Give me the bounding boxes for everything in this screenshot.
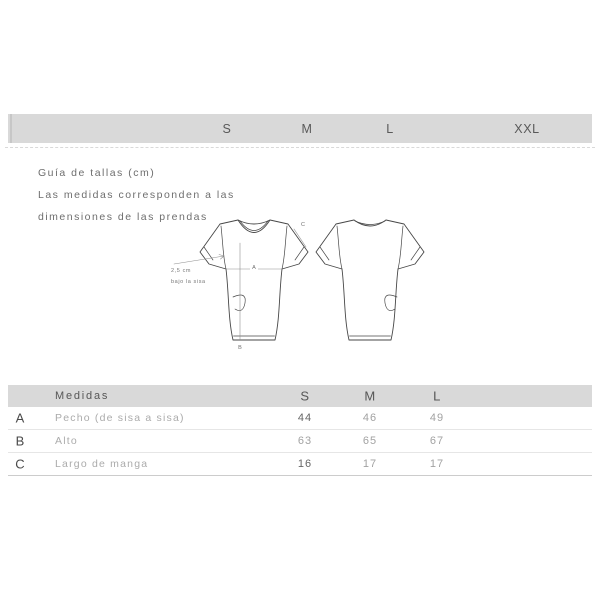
row-letter: B — [15, 433, 25, 449]
row-label: Alto — [55, 435, 78, 447]
column-header-m: M — [364, 388, 376, 404]
sleeve-measure-line — [294, 229, 306, 247]
size-option-m[interactable]: M — [301, 121, 313, 136]
cell-value-s: 16 — [297, 458, 313, 470]
annotation-line-2: bajo la sisa — [171, 279, 206, 285]
cell-value-m: 17 — [362, 458, 378, 470]
table-row-height — [8, 430, 592, 453]
column-header-l: L — [433, 388, 441, 404]
size-selector-bar — [8, 114, 592, 143]
table-row-chest — [8, 407, 592, 430]
size-guide-note-2: dimensiones de las prendas — [38, 211, 208, 223]
row-letter: C — [15, 456, 25, 472]
tshirt-diagram — [160, 198, 455, 383]
tshirt-back-view — [316, 220, 424, 340]
table-header — [8, 385, 592, 407]
annotation-line-1: 2,5 cm — [171, 268, 192, 274]
cell-value-m: 46 — [362, 412, 378, 424]
measurement-marker-c: C — [301, 222, 305, 228]
table-row-sleeve — [8, 453, 592, 476]
cell-value-s: 63 — [297, 435, 313, 447]
cell-value-s: 44 — [297, 412, 313, 424]
measurement-marker-a: A — [252, 265, 256, 271]
column-header-s: S — [300, 388, 310, 404]
size-bar-left-edge — [10, 114, 12, 143]
armhole-annotation — [171, 268, 206, 285]
size-guide-note-1: Las medidas corresponden a las — [38, 189, 235, 201]
annotation-leader-line — [174, 256, 224, 264]
tshirt-front-view — [200, 220, 308, 340]
size-option-xxl[interactable]: XXL — [514, 121, 540, 136]
dashed-divider — [5, 147, 595, 148]
size-guide-title: Guía de tallas (cm) — [38, 167, 156, 179]
measurement-marker-b: B — [238, 345, 242, 351]
size-option-s[interactable]: S — [222, 121, 232, 136]
cell-value-l: 67 — [429, 435, 445, 447]
row-letter: A — [15, 410, 25, 426]
size-option-l[interactable]: L — [386, 121, 394, 136]
cell-value-m: 65 — [362, 435, 378, 447]
cell-value-l: 49 — [429, 412, 445, 424]
row-label: Pecho (de sisa a sisa) — [55, 412, 185, 424]
measurements-table — [8, 385, 592, 476]
measurement-markers — [237, 222, 306, 351]
measures-header-label: Medidas — [55, 390, 110, 402]
row-label: Largo de manga — [55, 458, 149, 470]
cell-value-l: 17 — [429, 458, 445, 470]
